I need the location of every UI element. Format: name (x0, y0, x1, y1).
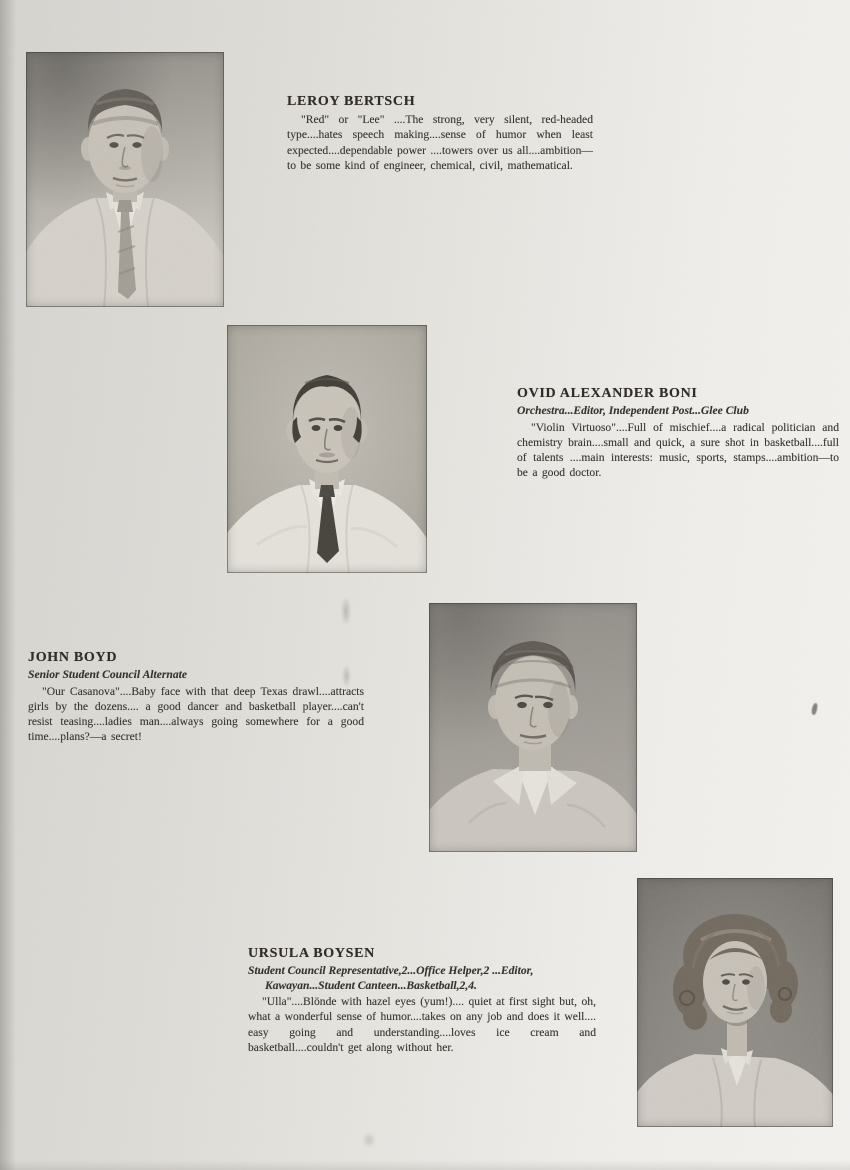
entry-leroy-bertsch (287, 94, 593, 173)
student-name: LEROY BERTSCH (287, 94, 416, 109)
entry-john-boyd (28, 650, 364, 745)
portrait-photo-john-boyd (429, 603, 637, 852)
ink-fleck (811, 703, 818, 716)
portrait-illustration (227, 325, 427, 573)
portrait-illustration (26, 52, 224, 307)
portrait-illustration (429, 603, 637, 852)
student-activities: Senior Student Council Alternate (28, 668, 188, 681)
student-name: JOHN BOYD (28, 650, 118, 665)
entry-ursula-boysen (248, 946, 596, 1055)
student-description: "Red" or "Lee" ....The strong, very silent, red-headed type....hates speech making....sense of humor when least expected....dependable power ....towers over us all....ambition—to be some kind of engineer, chemical, civil, mathematical. (287, 113, 593, 172)
portrait-photo-ovid-boni (227, 325, 427, 573)
portrait-photo-leroy-bertsch (26, 52, 224, 307)
student-name: URSULA BOYSEN (248, 946, 375, 961)
portrait-illustration (637, 878, 833, 1127)
student-description: "Our Casanova"....Baby face with that deep Texas drawl....attracts girls by the dozens.... a good dancer and basketball player....can't resist teasing....ladies man....always going somewhere for a good time....plans?—a secret! (28, 684, 364, 744)
portrait-photo-ursula-boysen (637, 878, 833, 1127)
student-name: OVID ALEXANDER BONI (517, 386, 698, 401)
scan-smudge (341, 596, 351, 626)
student-activities: Student Council Representative,2...Office Helper,2 ...Editor, Kawayan...Student Canteen...Basketball,2,4. (248, 964, 534, 992)
entry-ovid-boni (517, 386, 839, 481)
student-activities: Orchestra...Editor, Independent Post...Glee Club (517, 404, 749, 417)
student-description: "Violin Virtuoso"....Full of mischief....a radical politician and chemistry brain....small and quick, a sure shot in basketball....full of talents ....main interests: music, sports, stamps....ambition—to be a good doctor. (517, 420, 839, 480)
scan-smudge (362, 1132, 376, 1148)
student-description: "Ulla"....Blönde with hazel eyes (yum!).... quiet at first sight but, oh, what a wonderful sense of humor....takes on any job and does it well.... easy going and understanding....loves ice cream and basketball....couldn't get along without her. (248, 995, 596, 1055)
